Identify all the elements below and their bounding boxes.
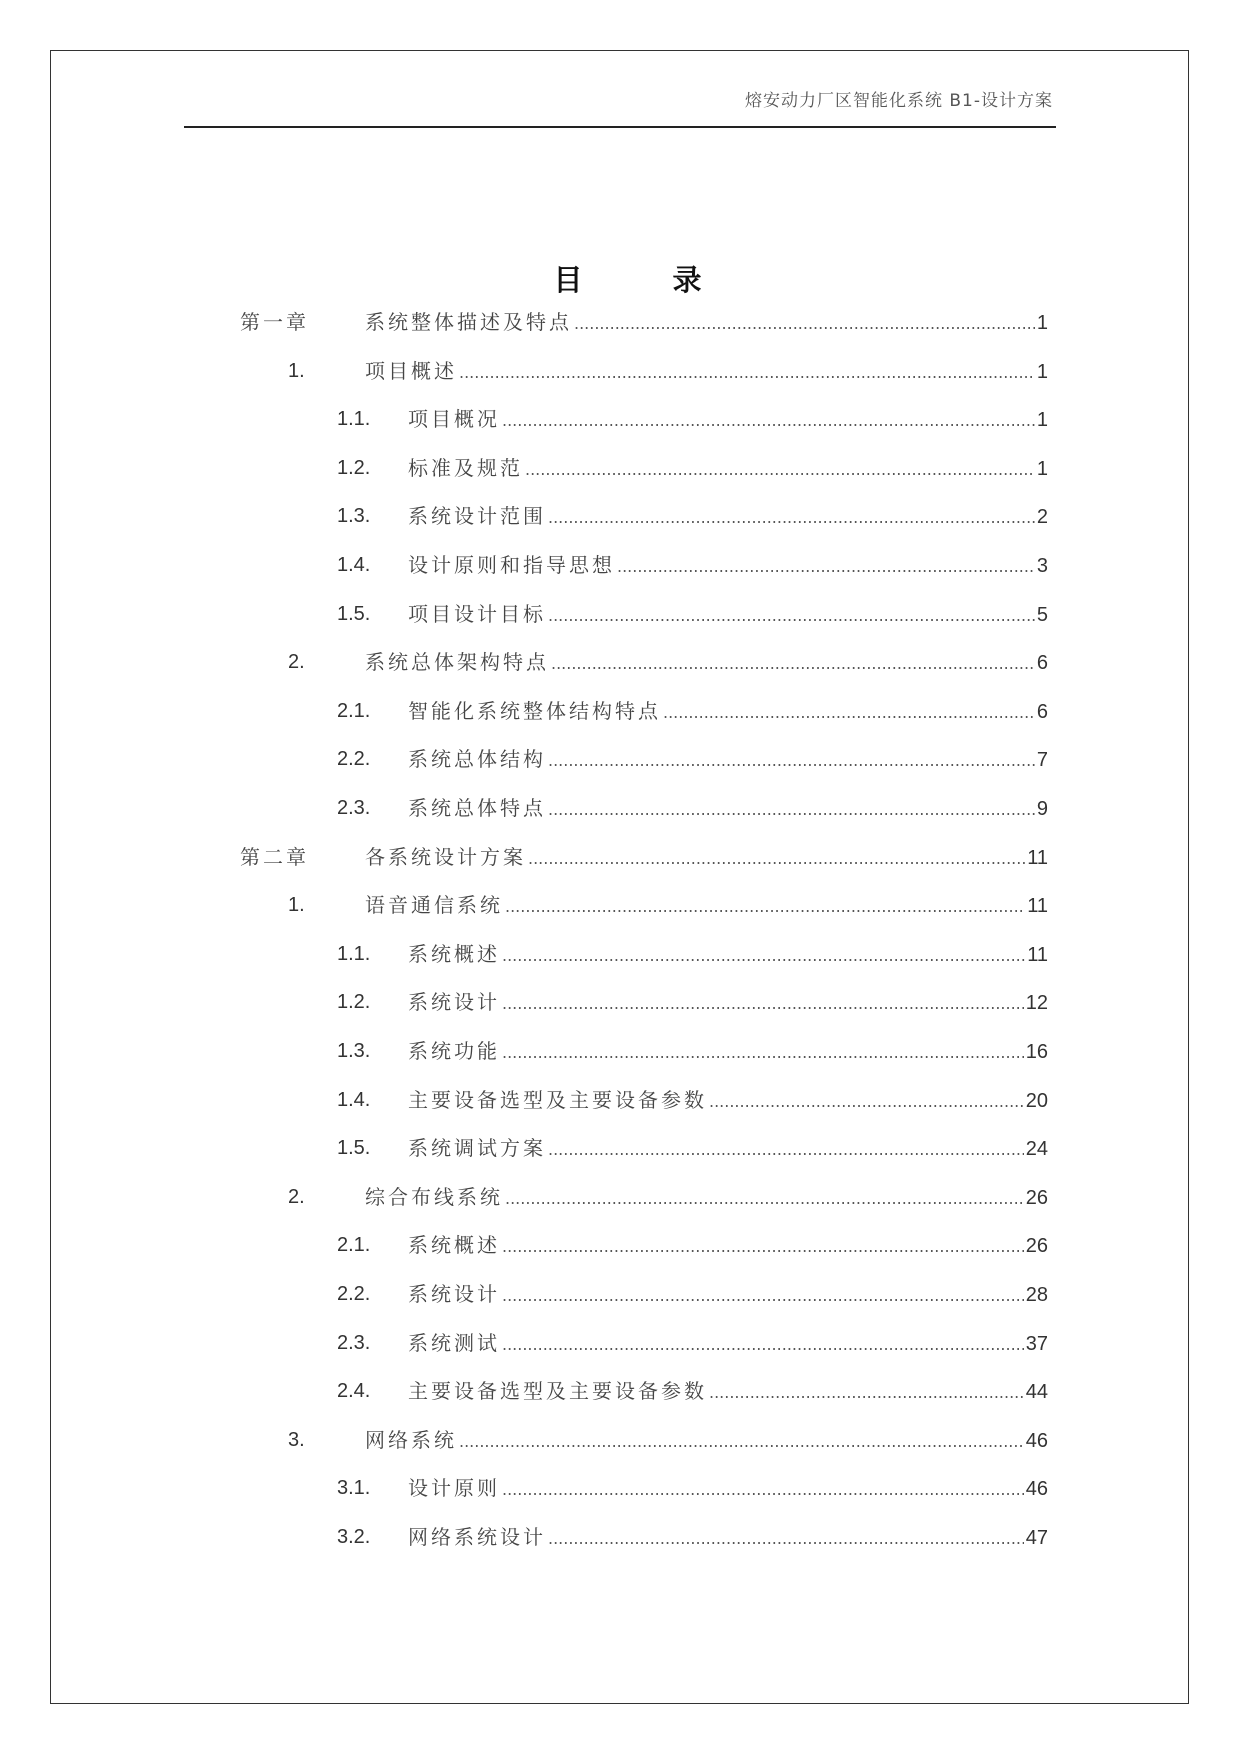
toc-entry-number: 1.4. xyxy=(337,554,371,576)
toc-entry-number: 3. xyxy=(288,1428,305,1451)
toc-dot-leader xyxy=(502,989,1024,1019)
toc-entry-label: 系统设计范围 xyxy=(408,504,546,529)
toc-dot-leader xyxy=(548,1135,1024,1165)
toc-dot-leader xyxy=(459,1427,1024,1457)
toc-dot-leader xyxy=(502,1475,1024,1505)
toc-entry-page-number: 11 xyxy=(1027,846,1048,869)
toc-dot-leader xyxy=(502,406,1035,436)
toc-entry-label: 项目设计目标 xyxy=(408,601,546,626)
toc-entry-page-number: 2 xyxy=(1036,506,1048,529)
toc-entry-label: 设计原则 xyxy=(408,1476,500,1501)
toc-entry-label: 系统概述 xyxy=(408,941,500,966)
toc-dot-leader xyxy=(548,503,1035,533)
toc-entry-label: 系统设计 xyxy=(408,1282,500,1306)
toc-entry-label: 项目概述 xyxy=(365,358,457,383)
toc-entry[interactable] xyxy=(240,307,1048,337)
toc-entry-number: 1.5. xyxy=(337,1137,371,1160)
toc-entry-page-number: 46 xyxy=(1025,1429,1048,1452)
toc-entry-page-number: 1 xyxy=(1036,312,1048,334)
toc-entry-page-number: 6 xyxy=(1036,652,1048,675)
toc-entry-label: 系统概述 xyxy=(408,1233,500,1258)
toc-dot-leader xyxy=(574,309,1035,339)
toc-entry[interactable] xyxy=(337,1522,1048,1552)
toc-entry-page-number: 20 xyxy=(1025,1089,1048,1112)
toc-dot-leader xyxy=(528,844,1025,874)
toc-entry-page-number: 6 xyxy=(1036,700,1048,723)
toc-dot-leader xyxy=(551,649,1035,679)
toc-dot-leader xyxy=(617,552,1035,582)
toc-entry[interactable] xyxy=(337,744,1048,774)
toc-entry-number: 2.4. xyxy=(337,1380,371,1403)
toc-entry[interactable] xyxy=(337,1085,1048,1115)
toc-entry-label: 语音通信系统 xyxy=(365,893,503,918)
toc-entry[interactable] xyxy=(337,550,1048,580)
toc-entry-number: 1.5. xyxy=(337,602,371,625)
toc-entry-label: 主要设备选型及主要设备参数 xyxy=(408,1379,707,1404)
toc-entry[interactable] xyxy=(337,1036,1048,1066)
toc-entry-page-number: 12 xyxy=(1025,992,1048,1015)
toc-dot-leader xyxy=(459,358,1035,388)
toc-entry-label: 系统测试 xyxy=(408,1330,500,1355)
toc-entry-label: 系统设计 xyxy=(408,990,500,1015)
toc-entry[interactable] xyxy=(337,987,1048,1017)
toc-dot-leader xyxy=(548,746,1035,776)
toc-entry-page-number: 1 xyxy=(1036,409,1048,432)
toc-entry[interactable] xyxy=(337,501,1048,531)
toc-entry-number: 1.1. xyxy=(337,942,371,965)
toc-entry-label: 系统调试方案 xyxy=(408,1136,546,1161)
toc-dot-leader xyxy=(502,1281,1024,1311)
toc-entry[interactable] xyxy=(337,1133,1048,1163)
toc-entry-page-number: 44 xyxy=(1025,1381,1048,1404)
toc-entry[interactable] xyxy=(337,939,1048,969)
toc-dot-leader xyxy=(663,698,1035,728)
toc-entry-number: 第二章 xyxy=(240,844,309,869)
toc-entry[interactable] xyxy=(337,599,1048,629)
toc-dot-leader xyxy=(548,601,1035,631)
toc-entry-page-number: 11 xyxy=(1027,943,1048,966)
toc-entry-label: 系统总体特点 xyxy=(408,796,546,820)
toc-entry-page-number: 3 xyxy=(1036,555,1048,577)
toc-entry[interactable] xyxy=(337,404,1048,434)
toc-entry-label: 标准及规范 xyxy=(408,455,523,480)
toc-entry-page-number: 16 xyxy=(1025,1041,1048,1063)
toc-entry-number: 1.1. xyxy=(337,408,371,431)
toc-entry[interactable] xyxy=(337,1279,1048,1309)
toc-entry[interactable] xyxy=(288,1425,1048,1455)
toc-entry[interactable] xyxy=(337,453,1048,483)
toc-entry-label: 各系统设计方案 xyxy=(365,844,526,869)
toc-entry-number: 1.4. xyxy=(337,1088,371,1111)
toc-entry-number: 1.3. xyxy=(337,505,371,528)
toc-entry-label: 设计原则和指导思想 xyxy=(408,553,615,577)
toc-dot-leader xyxy=(502,1330,1024,1360)
toc-dot-leader xyxy=(548,795,1035,825)
toc-entry-page-number: 26 xyxy=(1025,1186,1048,1209)
toc-entry-page-number: 7 xyxy=(1036,749,1048,772)
toc-entry[interactable] xyxy=(337,1473,1048,1503)
toc-entry-number: 3.1. xyxy=(337,1477,371,1500)
toc-entry-number: 1.3. xyxy=(337,1040,371,1062)
toc-entry-number: 3.2. xyxy=(337,1526,371,1548)
toc-entry-number: 2.1. xyxy=(337,1234,371,1257)
toc-entry-page-number: 1 xyxy=(1036,457,1048,480)
toc-dot-leader xyxy=(709,1087,1024,1117)
toc-entry-label: 系统功能 xyxy=(408,1039,500,1063)
toc-entry[interactable] xyxy=(337,1230,1048,1260)
toc-entry-number: 1. xyxy=(288,894,305,917)
toc-dot-leader xyxy=(502,941,1025,971)
toc-entry-label: 系统总体架构特点 xyxy=(365,650,549,675)
toc-entry-label: 项目概况 xyxy=(408,407,500,432)
toc-entry-label: 系统整体描述及特点 xyxy=(365,310,572,334)
toc-entry-page-number: 5 xyxy=(1036,603,1048,626)
toc-entry-number: 2. xyxy=(288,1185,305,1208)
toc-entry-number: 1.2. xyxy=(337,456,371,479)
toc-entry-page-number: 11 xyxy=(1027,895,1048,918)
toc-dot-leader xyxy=(505,892,1025,922)
toc-entry-number: 1. xyxy=(288,359,305,382)
toc-entry-number: 2. xyxy=(288,651,305,674)
toc-title: 目 录 xyxy=(553,263,742,297)
toc-entry[interactable] xyxy=(288,356,1048,386)
toc-entry-number: 2.2. xyxy=(337,748,371,771)
toc-entry-page-number: 28 xyxy=(1025,1284,1048,1306)
toc-entry-label: 智能化系统整体结构特点 xyxy=(408,698,661,723)
toc-dot-leader xyxy=(502,1232,1024,1262)
toc-entry-number: 2.2. xyxy=(337,1283,371,1305)
toc-entry-page-number: 47 xyxy=(1025,1527,1048,1549)
toc-entry-page-number: 46 xyxy=(1025,1478,1048,1501)
toc-entry-label: 系统总体结构 xyxy=(408,747,546,772)
running-header-title: 熔安动力厂区智能化系统 B1-设计方案 xyxy=(744,91,1053,111)
toc-entry[interactable] xyxy=(288,647,1048,677)
toc-entry-label: 主要设备选型及主要设备参数 xyxy=(408,1087,707,1112)
toc-entry-number: 2.3. xyxy=(337,1331,371,1354)
toc-dot-leader xyxy=(502,1038,1024,1068)
toc-entry[interactable] xyxy=(337,1328,1048,1358)
toc-dot-leader xyxy=(548,1524,1024,1554)
toc-entry[interactable] xyxy=(337,793,1048,823)
toc-dot-leader xyxy=(525,455,1035,485)
toc-entry[interactable] xyxy=(337,1376,1048,1406)
toc-entry-number: 第一章 xyxy=(240,310,309,334)
toc-entry-page-number: 37 xyxy=(1025,1332,1048,1355)
toc-entry-label: 综合布线系统 xyxy=(365,1184,503,1209)
toc-entry-page-number: 24 xyxy=(1025,1138,1048,1161)
toc-dot-leader xyxy=(505,1184,1024,1214)
toc-entry-page-number: 9 xyxy=(1036,798,1048,820)
toc-dot-leader xyxy=(709,1378,1024,1408)
toc-entry-number: 2.1. xyxy=(337,699,371,722)
toc-entry[interactable] xyxy=(240,842,1048,872)
toc-entry-number: 1.2. xyxy=(337,991,371,1014)
toc-entry-number: 2.3. xyxy=(337,797,371,819)
toc-entry[interactable] xyxy=(288,1182,1048,1212)
toc-entry-label: 网络系统设计 xyxy=(408,1525,546,1549)
toc-entry[interactable] xyxy=(288,890,1048,920)
toc-entry-label: 网络系统 xyxy=(365,1427,457,1452)
toc-entry-page-number: 26 xyxy=(1025,1235,1048,1258)
toc-entry-page-number: 1 xyxy=(1036,360,1048,383)
toc-entry[interactable] xyxy=(337,696,1048,726)
